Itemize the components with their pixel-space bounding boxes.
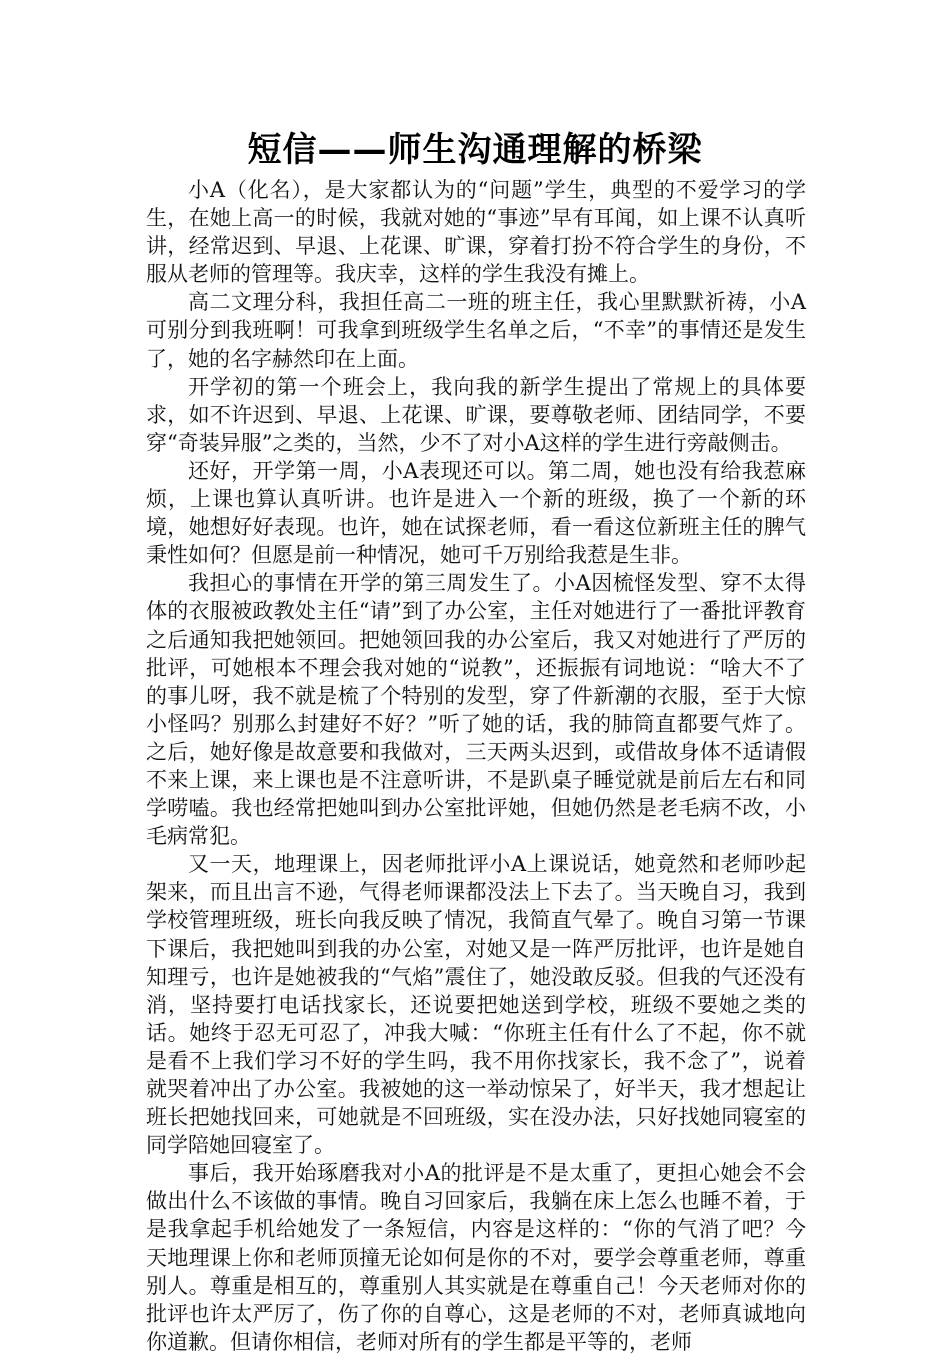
document-title: 短信——师生沟通理解的桥梁 [247,130,703,170]
paragraph: 还好，开学第一周，小A表现还可以。第二周，她也没有给我惹麻烦，上课也算认真听讲。也许是进入一个新的班级，换了一个新的环境，她想好好表现。也许，她在试探老师，看一看这位新班主任的脾气秉性如何？但愿是前一种情况，她可千万别给我惹是生非。 [146,458,806,568]
paragraph: 又一天，地理课上，因老师批评小A上课说话，她竟然和老师吵起架来，而且出言不逊，气得老师课都没法上下去了。当天晚自习，我到学校管理班级，班长向我反映了情况，我简直气晕了。晚自习第一节课下课后，我把她叫到我的办公室，对她又是一阵严厉批评，也许是她自知理亏，也许是她被我的“气焰”震住了，她没敢反驳。但我的气还没有消，坚持要打电话找家长，还说要把她送到学校，班级不要她之类的话。她终于忍无可忍了，冲我大喊：“你班主任有什么了不起，你不就是看不上我们学习不好的学生吗，我不用你找家长，我不念了”，说着就哭着冲出了办公室。我被她的这一举动惊呆了，好半天，我才想起让班长把她找回来，可她就是不回班级，实在没办法，只好找她同寝室的同学陪她回寝室了。 [146,852,806,1158]
paragraph: 事后，我开始琢磨我对小A的批评是不是太重了，更担心她会不会做出什么不该做的事情。晚自习回家后，我躺在床上怎么也睡不着，于是我拿起手机给她发了一条短信，内容是这样的：“你的气消了吧？今天地理课上你和老师顶撞无论如何是你的不对，要学会尊重老师，尊重别人。尊重是相互的，尊重别人其实就是在尊重自己！今天老师对你的批评也许太严厉了，伤了你的自尊心，这是老师的不对，老师真诚地向你道歉。但请你相信，老师对所有的学生都是平等的，老师 [146,1161,806,1354]
paragraph: 高二文理分科，我担任高二一班的班主任，我心里默默祈祷，小A可别分到我班啊！可我拿到班级学生名单之后，“不幸”的事情还是发生了，她的名字赫然印在上面。 [146,290,806,371]
document-body [146,176,806,1356]
paragraph: 开学初的第一个班会上，我向我的新学生提出了常规上的具体要求，如不许迟到、早退、上花课、旷课，要尊敬老师、团结同学，不要穿“奇装异服”之类的，当然，少不了对小A这样的学生进行旁敲侧击。 [146,374,806,455]
paragraph: 小A（化名），是大家都认为的“问题”学生，典型的不爱学习的学生，在她上高一的时候，我就对她的“事迹”早有耳闻，如上课不认真听讲，经常迟到、早退、上花课、旷课，穿着打扮不符合学生的身份，不服从老师的管理等。我庆幸，这样的学生我没有摊上。 [146,178,806,287]
paragraph: 我担心的事情在开学的第三周发生了。小A因梳怪发型、穿不太得体的衣服被政教处主任“请”到了办公室，主任对她进行了一番批评教育之后通知我把她领回。把她领回我的办公室后，我又对她进行了严厉的批评，可她根本不理会我对她的“说教”，还振振有词地说：“啥大不了的事儿呀，我不就是梳了个特别的发型，穿了件新潮的衣服，至于大惊小怪吗？别那么封建好不好？”听了她的话，我的肺筒直都要气炸了。之后，她好像是故意要和我做对，三天两头迟到，或借故身体不适请假不来上课，来上课也是不注意听讲，不是趴桌子睡觉就是前后左右和同学唠嗑。我也经常把她叫到办公室批评她，但她仍然是老毛病不改，小毛病常犯。 [146,571,806,849]
